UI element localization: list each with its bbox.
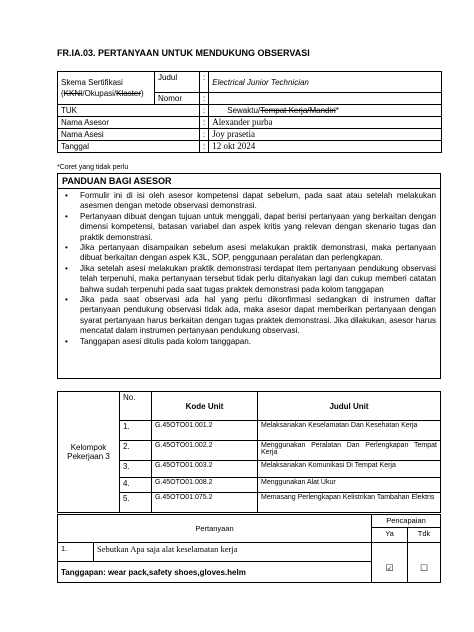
asesi-colon: : [200, 129, 209, 141]
skema-kkni: KKNI [63, 89, 83, 98]
panduan-item: • Pertanyaan dibuat dengan tujuan untuk menggali, dapat berisi pertanyaan yang berkaitan dengan dimensi kompetensi, batasan variabel dan aspek kritis yang relevan dengan skenario tugas dan praktik demonstrasi. [65, 211, 436, 242]
tanggal-value: 12 okt 2024 [209, 141, 442, 153]
tanggal-colon: : [200, 141, 209, 153]
table-row: 4. G.45OTO01.008.2 Menggunakan Alat Ukur [58, 478, 441, 493]
col-pencapaian-header: Pencapaian [372, 515, 441, 528]
tanggal-label: Tanggal [58, 141, 200, 153]
skema-label: Skema Sertifikasi (KKNI/Okupasi/Klaster) [58, 72, 155, 105]
panduan-item: • Jika setelah asesi melakukan praktik demonstrasi terdapat item pertanyaan pendukung observasi telah terpenuhi, maka pertanyaan tersebut tidak perlu ditanyakan lagi dan cukup memberi catatan bahwa sudah terpenuhi pada saat tugas praktek demonstrasi pada kolom tanggapan [65, 263, 436, 294]
ya-checkbox[interactable]: ☑ [372, 562, 408, 583]
col-pertanyaan-header: Pertanyaan [58, 515, 372, 543]
judul-colon: : [200, 72, 209, 93]
nomor-value [209, 93, 442, 105]
table-row: 1. G.45OTO01.001.2 Melaksanakan Keselamatan Dan Kesehatan Kerja [58, 421, 441, 441]
table-row: 2. G.45OTO01.002.2 Menggunakan Peralatan Dan Perlengkapan Tempat Kerja [58, 441, 441, 461]
nomor-colon: : [200, 93, 209, 105]
tuk-value: Sewaktu/Tempat Kerja/Mandiri* [209, 105, 442, 117]
bullet-icon: • [65, 243, 68, 253]
col-judul-header: Judul Unit [258, 392, 441, 421]
nomor-label: Nomor [155, 93, 200, 105]
panduan-heading: PANDUAN BAGI ASESOR [58, 174, 440, 189]
asesor-label: Nama Asesor [58, 117, 200, 129]
answer-row [58, 562, 441, 583]
tuk-colon: : [200, 105, 209, 117]
judul-label: Judul [155, 72, 200, 93]
page-title: FR.IA.03. PERTANYAAN UNTUK MENDUKUNG OBSERVASI [57, 48, 310, 58]
footnote: *Coret yang tidak perlu [57, 164, 129, 171]
bullet-icon: • [65, 263, 68, 273]
skema-klaster: Klaster [116, 89, 142, 98]
panduan-box [57, 173, 441, 379]
col-no-header: No. [120, 392, 152, 421]
col-tdk-header: Tdk [408, 528, 441, 543]
header-table [57, 71, 442, 153]
question-number: 1. [58, 543, 94, 562]
question-table [57, 514, 441, 583]
tuk-label: TUK [58, 105, 200, 117]
table-row: 5. G.45OTO01.075.2 Memasang Perlengkapan Kelistrikan Tambahan Elektris [58, 493, 441, 513]
bullet-icon: • [65, 295, 68, 305]
asesor-value: Alexander purba [209, 117, 442, 129]
group-label: Kelompok Pekerjaan 3 [58, 392, 120, 513]
col-ya-header: Ya [372, 528, 408, 543]
tuk-strike: Tempat Kerja/Mandiri [260, 106, 336, 115]
panduan-item: • Jika pada saat observasi ada hal yang perlu dikonfirmasi sedangkan di instrumen daftar pertanyaan pendukung observasi tidak ada, maka asesor dapat memberikan pertanyaan dengan syarat pertanyaan harus berkaitan dengan tugas praktek demonstrasi. Jika dilakukan, asesor harus mencatat dalam instrumen pertanyaan pendukung observasi. [65, 295, 436, 336]
asesi-value: Joy prasetia [209, 129, 442, 141]
judul-value: Electrical Junior Technician [209, 72, 442, 93]
bullet-icon: • [65, 211, 68, 221]
unit-table [57, 391, 441, 513]
bullet-icon: • [65, 336, 68, 346]
question-text: Sebutkan Apa saja alat keselamatan kerja [94, 543, 372, 562]
bullet-icon: • [65, 191, 68, 200]
panduan-item: • Tanggapan asesi ditulis pada kolom tanggapan. [65, 336, 251, 346]
question-row [58, 543, 441, 562]
panduan-item: • Formulir ini di isi oleh asesor kompetensi dapat sebelum, pada saat atau setelah melakukan asesmen dengan metode observasi demonstrasi. [65, 191, 436, 211]
answer-text: Tanggapan: wear pack,safety shoes,gloves.helm [58, 562, 372, 583]
asesi-label: Nama Asesi [58, 129, 200, 141]
tdk-checkbox[interactable]: ☐ [408, 562, 441, 583]
table-row: 3. G.45OTO01.003.2 Melaksanakan Komunikasi Di Tempat Kerja [58, 461, 441, 478]
panduan-list [58, 191, 440, 347]
panduan-item: • Jika pertanyaan disampaikan sebelum asesi melakukan praktik demonstrasi, maka pertanyaan dibuat berkaitan dengan aspek K3L, SOP, penggunaan peralatan dan perlengkapan. [65, 243, 436, 263]
col-kode-header: Kode Unit [152, 392, 258, 421]
asesor-colon: : [200, 117, 209, 129]
